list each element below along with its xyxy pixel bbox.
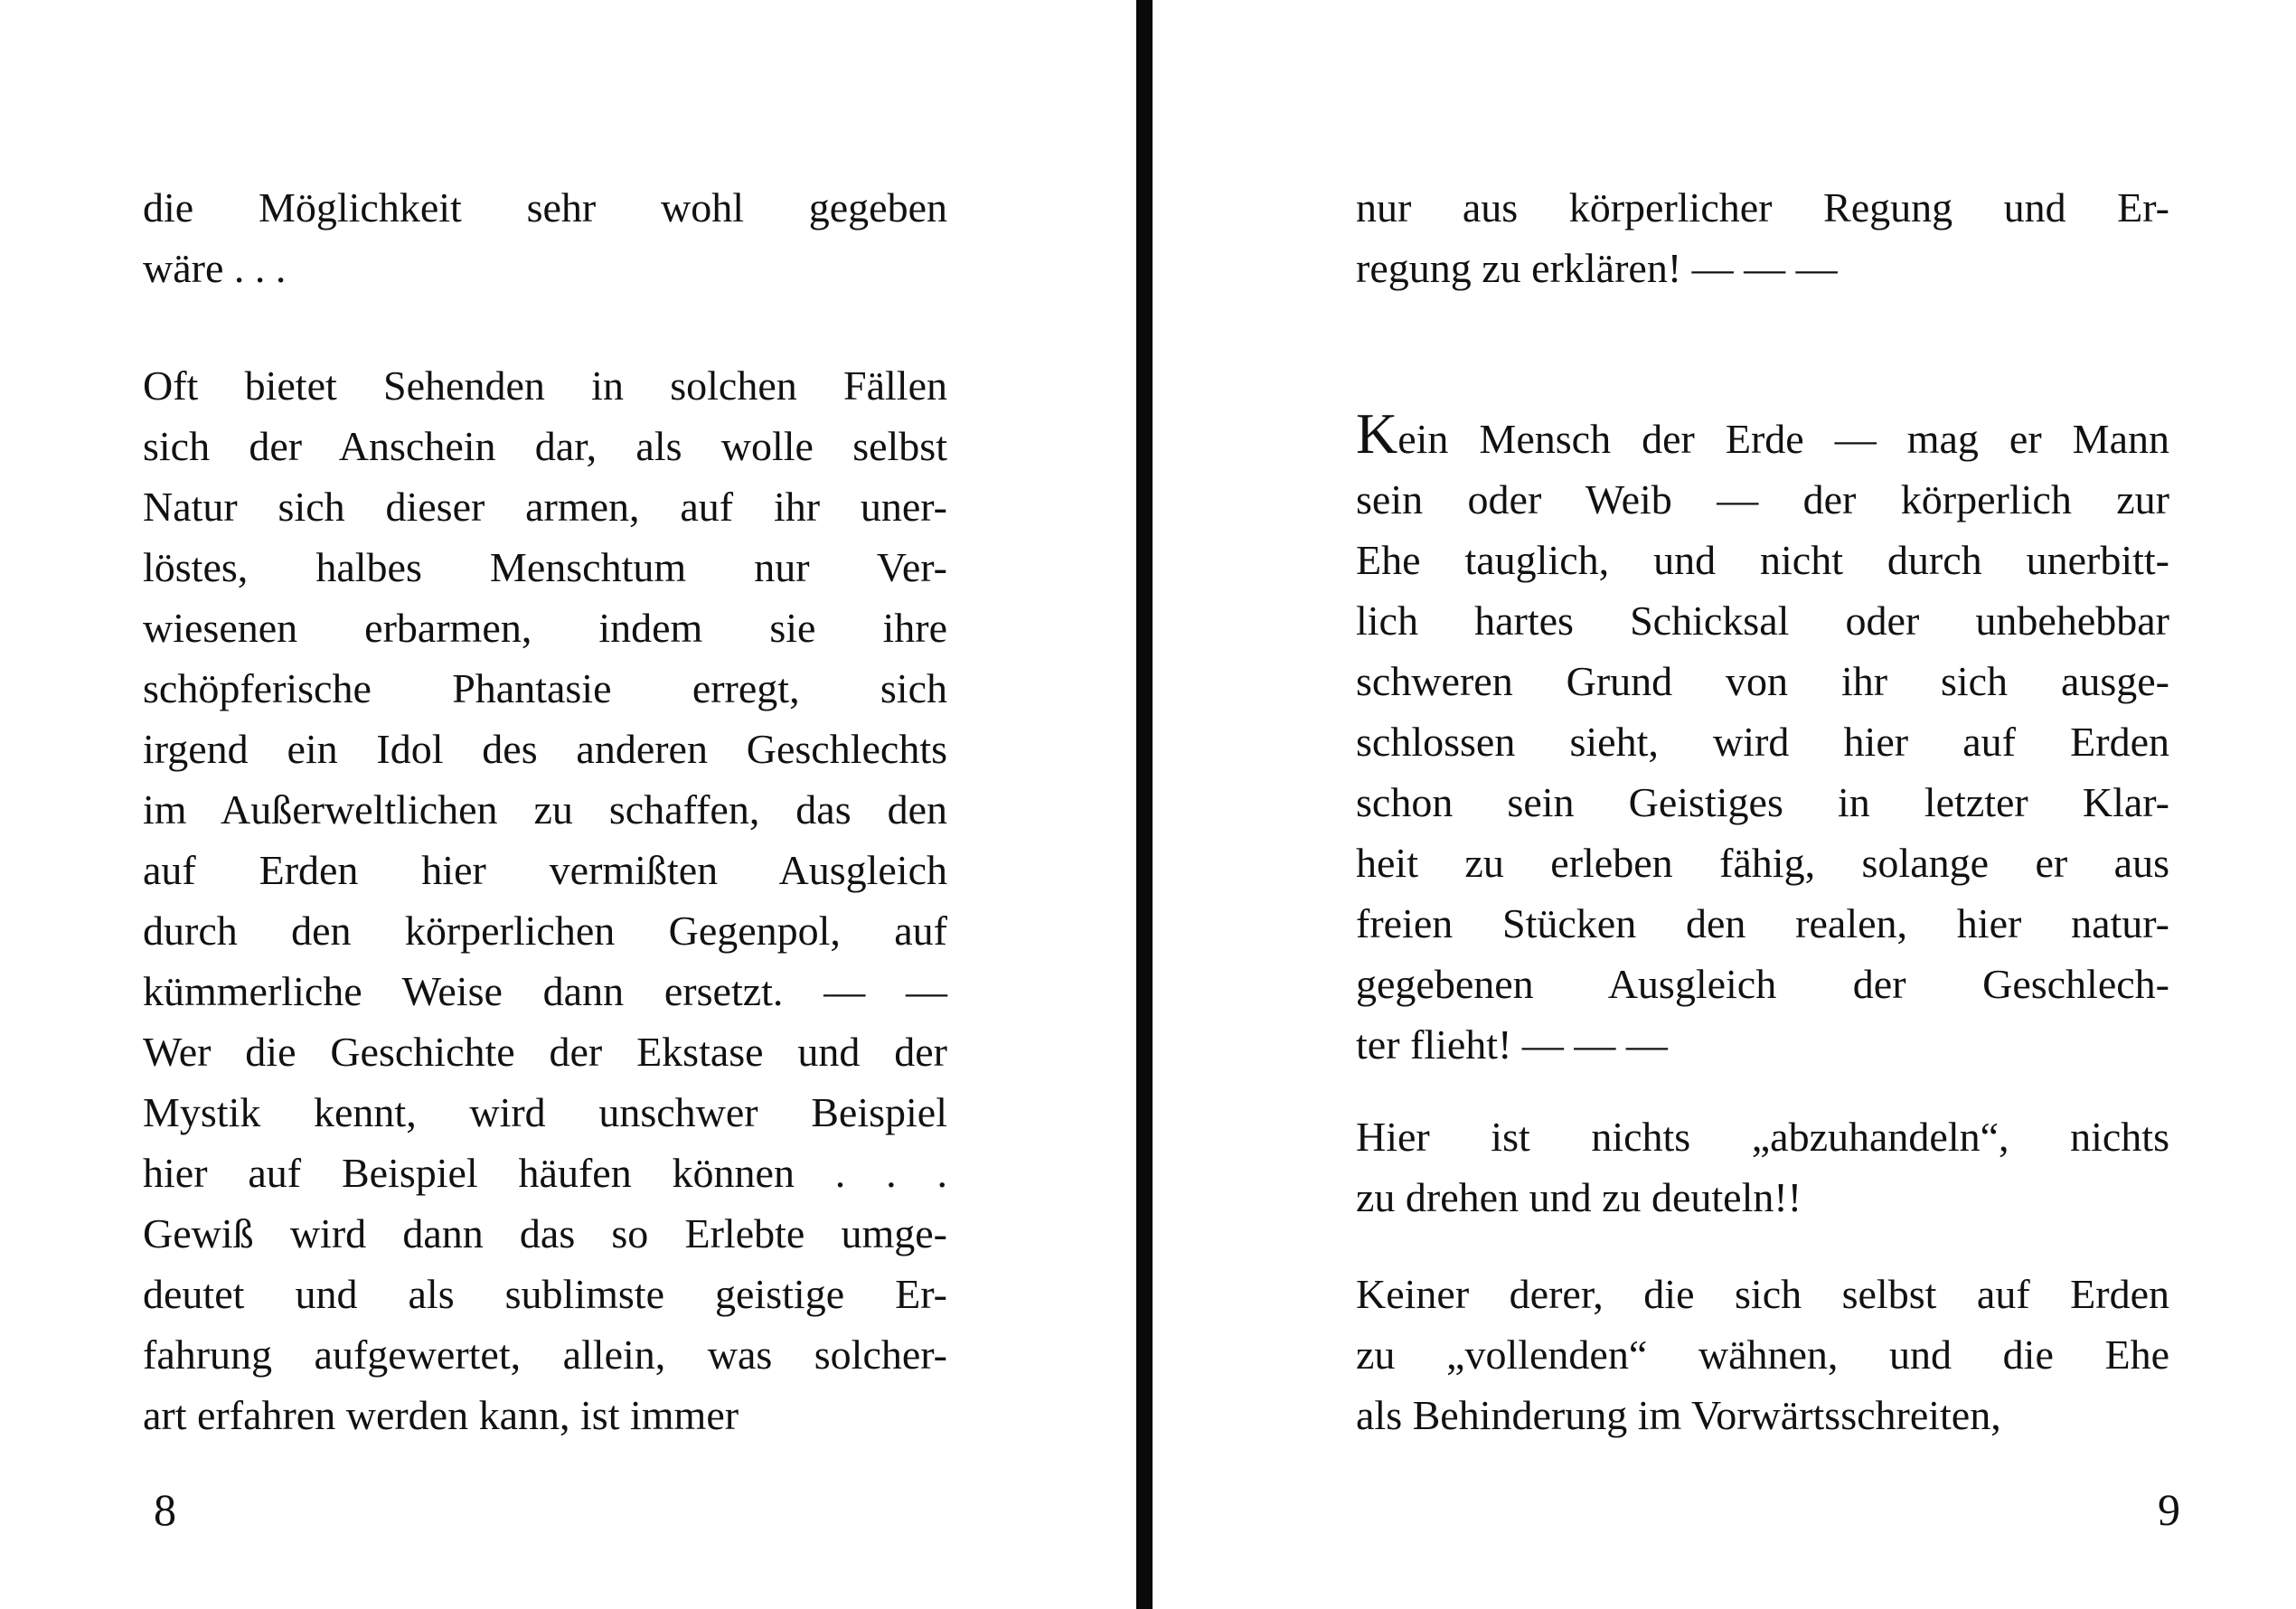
text-line [143,1021,947,1082]
text-line [1356,772,2169,833]
left-page-text [143,177,947,1445]
text-line [1356,1264,2169,1324]
text-line-content: schweren Grund von ihr sich ausge- [1356,658,2169,704]
text-line [1356,893,2169,954]
text-line [1356,238,2169,298]
text-line-content: sich der Anschein dar, als wolle selbst [143,423,947,469]
text-line-content: löstes, halbes Menschtum nur Ver- [143,544,947,590]
text-line [1356,401,2169,469]
text-line-content: irgend ein Idol des anderen Geschlechts [143,726,947,772]
text-line-content: schlossen sieht, wird hier auf Erden [1356,719,2169,765]
text-line [1356,651,2169,711]
text-line [1356,833,2169,893]
paragraph [1356,401,2169,1075]
text-line-content: Gewiß wird dann das so Erlebte umge- [143,1210,947,1256]
text-line [143,597,947,658]
text-line-content: die Möglichkeit sehr wohl gegeben [143,184,947,231]
drop-cap: K [1356,401,1398,466]
text-line-content: hier auf Beispiel häufen können . . . [143,1150,947,1196]
paragraph [143,177,947,298]
paragraph [143,355,947,1445]
text-line [143,1143,947,1203]
paragraph [1356,1264,2169,1445]
text-line-content: heit zu erleben fähig, solange er aus [1356,840,2169,886]
text-line-content: Oft bietet Sehenden in solchen Fällen [143,362,947,409]
text-line-content: regung zu erklären! — — — [1356,245,1838,291]
text-line-content: im Außerweltlichen zu schaffen, das den [143,786,947,833]
text-line [143,416,947,476]
text-line-content: wiesenen erbarmen, indem sie ihre [143,605,947,651]
text-line [143,840,947,900]
text-line [143,1385,947,1445]
text-line-content: Ehe tauglich, und nicht durch unerbitt- [1356,537,2169,583]
text-line [1356,1014,2169,1075]
text-line [1356,590,2169,651]
text-line-content: sein oder Weib — der körperlich zur [1356,476,2169,522]
text-line-content: Natur sich dieser armen, auf ihr uner- [143,484,947,530]
text-line [143,719,947,779]
text-line [143,1082,947,1143]
text-line [143,1324,947,1385]
text-line-content: zu drehen und zu deuteln!! [1356,1174,1802,1220]
text-line [1356,469,2169,530]
text-line [143,355,947,416]
text-line [143,658,947,719]
text-line [143,961,947,1021]
text-line [143,476,947,537]
text-line-content: kümmerliche Weise dann ersetzt. — — [143,968,947,1014]
text-line [1356,954,2169,1014]
text-line-content: freien Stücken den realen, hier natur- [1356,900,2169,946]
text-line-content: auf Erden hier vermißten Ausgleich [143,847,947,893]
text-line-content: art erfahren werden kann, ist immer [143,1392,739,1438]
text-line [143,900,947,961]
text-line-content: lich hartes Schicksal oder unbehebbar [1356,597,2169,644]
text-line-content: gegebenen Ausgleich der Geschlech- [1356,961,2169,1007]
text-line-content: nur aus körperlicher Regung und Er- [1356,184,2169,231]
text-line-content: zu „vollenden“ wähnen, und die Ehe [1356,1331,2169,1378]
text-line-content: schon sein Geistiges in letzter Klar- [1356,779,2169,825]
left-page-number: 8 [154,1484,176,1535]
book-gutter [1136,0,1153,1609]
right-page-number: 9 [2158,1484,2180,1535]
text-line [143,537,947,597]
text-line-content: ter flieht! — — — [1356,1021,1668,1068]
text-line [1356,1324,2169,1385]
right-page [1162,0,2296,1609]
text-line [1356,530,2169,590]
text-line [1356,1385,2169,1445]
text-line [1356,177,2169,238]
text-line-content: deutet und als sublimste geistige Er- [143,1271,947,1317]
text-line [143,1264,947,1324]
text-line [143,1203,947,1264]
paragraph [1356,1106,2169,1228]
text-line-content: Keiner derer, die sich selbst auf Erden [1356,1271,2169,1317]
text-line-content: Mystik kennt, wird unschwer Beispiel [143,1089,947,1135]
text-line [1356,711,2169,772]
text-line-content: als Behinderung im Vorwärtsschreiten, [1356,1392,2001,1438]
text-line-content: schöpferische Phantasie erregt, sich [143,665,947,711]
paragraph [1356,177,2169,298]
right-page-text [1356,177,2169,1445]
text-line-content: fahrung aufgewertet, allein, was solcher- [143,1331,947,1378]
text-line [1356,1167,2169,1228]
text-line [143,238,947,298]
text-line-content: Hier ist nichts „abzuhandeln“, nichts [1356,1114,2169,1160]
text-line [143,779,947,840]
text-line [143,177,947,238]
text-line-content: wäre . . . [143,245,287,291]
text-line [1356,1106,2169,1167]
text-line-content: durch den körperlichen Gegenpol, auf [143,908,947,954]
text-line-content: Wer die Geschichte der Ekstase und der [143,1029,947,1075]
text-line-content: ein Mensch der Erde — mag er Mann [1397,416,2169,462]
left-page [0,0,1134,1609]
